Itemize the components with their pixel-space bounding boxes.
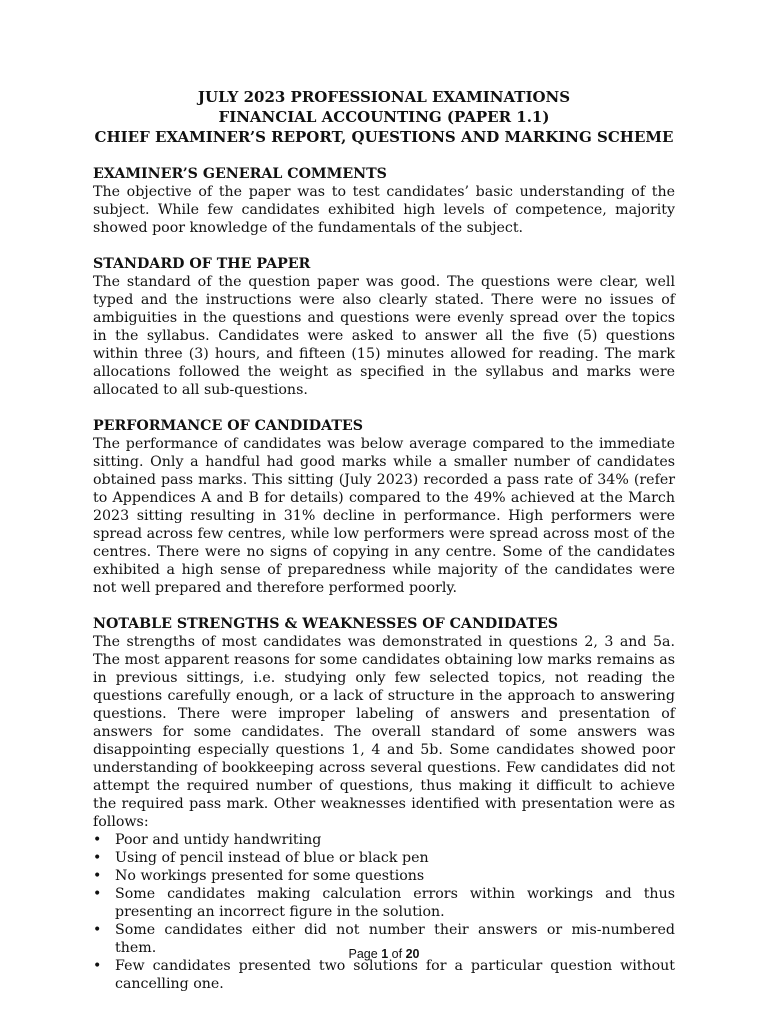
section-body: The performance of candidates was below average compared to the immediate sitting. Only a handful had good marks while a smaller number of candidates obtained pass marks. This sitting (July 2023) recorded a pass rate of 34% (refer to Appendices A and B for details) compared to the 49% achieved at the March 2023 sitting resulting in 31% decline in performance. High performers were spread across few centres, while low performers were spread across most of the centres. There were no signs of copying in any centre. Some of the candidates exhibited a high sense of preparedness while majority of the candidates were not well prepared and therefore performed poorly. [93,436,675,596]
list-item [93,957,675,993]
section-strengths-weaknesses [93,615,675,993]
list-item-text: Few candidates presented two solutions for a particular question without cancelling one. [115,958,675,992]
bullet-icon: • [93,850,102,866]
bullet-icon: • [93,886,102,902]
list-item-text: Using of pencil instead of blue or black pen [115,850,429,866]
list-item-text: Some candidates either did not number their answers or mis-numbered them. [115,922,675,956]
weakness-list [93,831,675,993]
list-item [93,885,675,921]
total-pages-number: 20 [405,947,420,961]
current-page-number: 1 [381,947,389,961]
section-heading: NOTABLE STRENGTHS & WEAKNESSES OF CANDIDATES [93,616,558,632]
exam-title: JULY 2023 PROFESSIONAL EXAMINATIONS [197,88,571,106]
list-item-text: No workings presented for some questions [115,868,425,884]
page-word: Page [348,947,378,961]
section-body: The strengths of most candidates was demonstrated in questions 2, 3 and 5a. The most apparent reasons for some candidates obtaining low marks remains as in previous sittings, i.e. studying only few selected topics, not reading the questions carefully enough, or a lack of structure in the approach to answering questions. There were improper labeling of answers and presentation of answers for some candidates. The overall standard of some answers was disappointing especially questions 1, 4 and 5b. Some candidates showed poor understanding of bookkeeping across several questions. Few candidates did not attempt the required number of questions, thus making it difficult to achieve the required pass mark. Other weaknesses identified with presentation were as follows: [93,634,675,830]
section-body: The objective of the paper was to test candidates’ basic understanding of the subject. While few candidates exhibited high levels of competence, majority showed poor knowledge of the fundamentals of the subject. [93,184,675,236]
section-standard-of-paper [93,255,675,399]
bullet-icon: • [93,958,102,974]
paper-title: FINANCIAL ACCOUNTING (PAPER 1.1) [218,108,550,126]
page-footer [0,946,768,962]
list-item-text: Poor and untidy handwriting [115,832,322,848]
of-word: of [391,947,403,961]
page-content [93,87,675,993]
list-item [93,849,675,867]
section-heading: STANDARD OF THE PAPER [93,256,311,272]
document-title-block [93,87,675,147]
section-body: The standard of the question paper was good. The questions were clear, well typed and the instructions were also clearly stated. There were no issues of ambiguities in the questions and questions were evenly spread over the topics in the syllabus. Candidates were asked to answer all the five (5) questions within three (3) hours, and fifteen (15) minutes allowed for reading. The mark allocations followed the weight as specified in the syllabus and marks were allocated to all sub-questions. [93,274,675,398]
bullet-icon: • [93,922,102,938]
report-title: CHIEF EXAMINER’S REPORT, QUESTIONS AND MARKING SCHEME [94,128,674,146]
section-heading: PERFORMANCE OF CANDIDATES [93,418,363,434]
list-item [93,867,675,885]
list-item [93,831,675,849]
bullet-icon: • [93,868,102,884]
bullet-icon: • [93,832,102,848]
list-item-text: Some candidates making calculation errors within workings and thus presenting an incorrect figure in the solution. [115,886,675,920]
section-heading: EXAMINER’S GENERAL COMMENTS [93,166,387,182]
section-general-comments [93,165,675,237]
section-performance [93,417,675,597]
